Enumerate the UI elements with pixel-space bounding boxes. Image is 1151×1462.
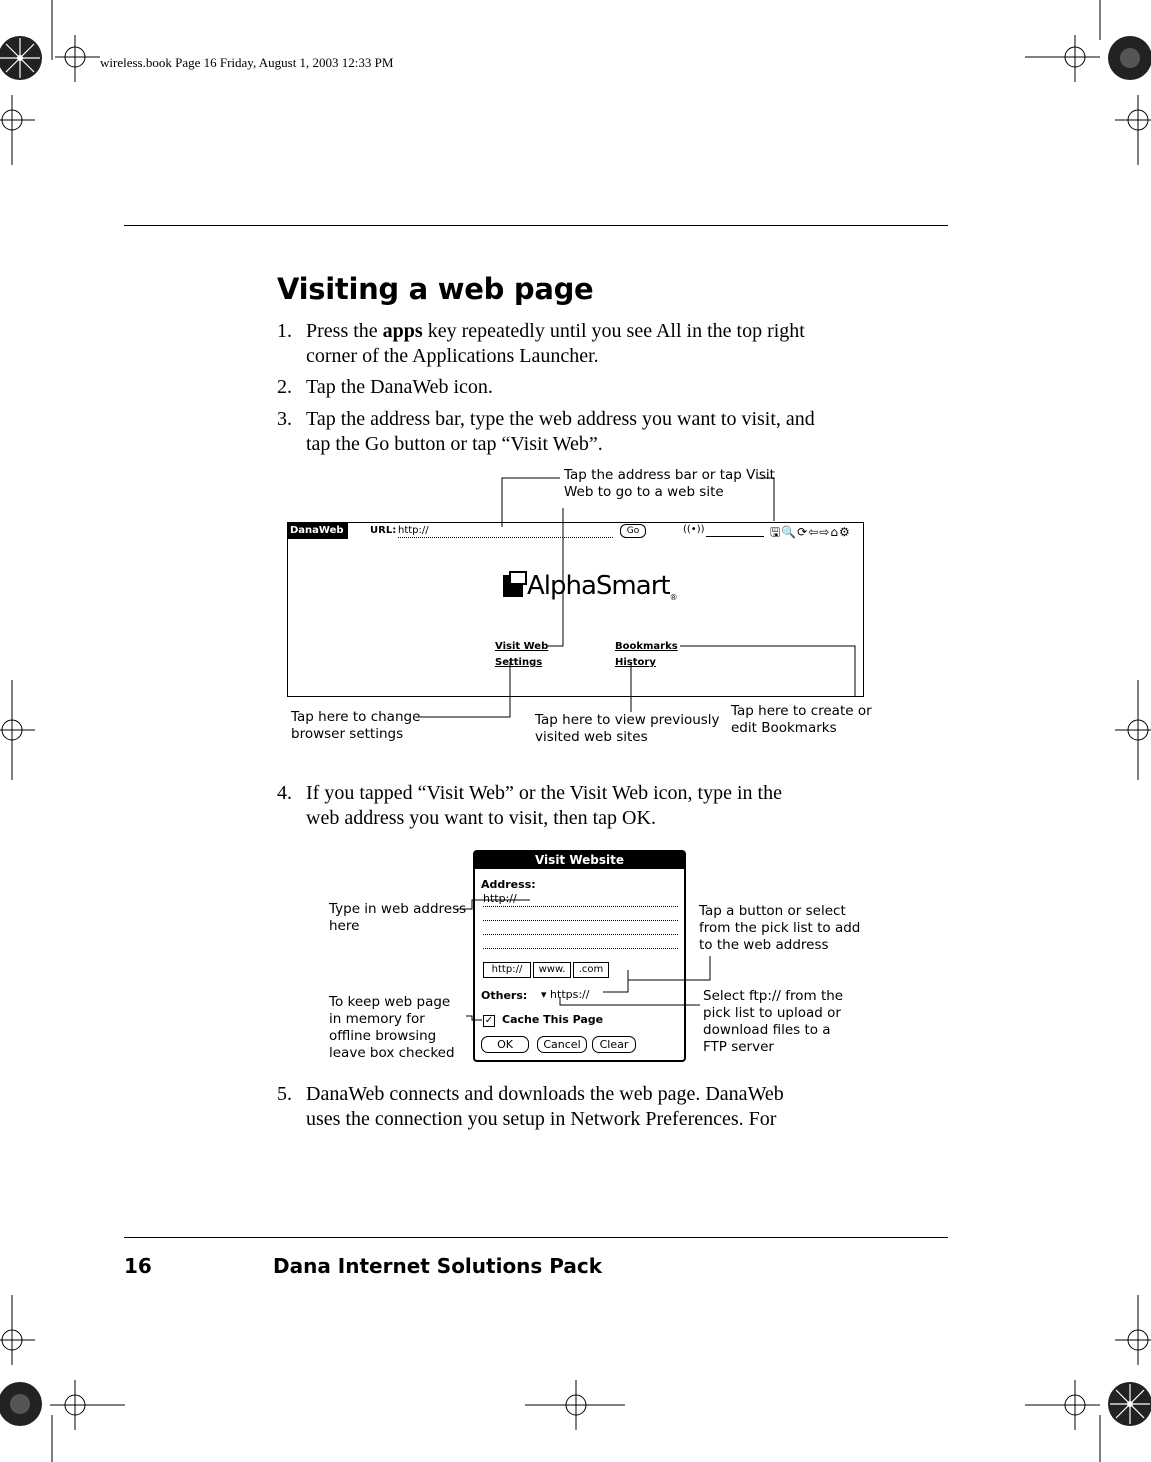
- logo-trademark: ®: [669, 593, 677, 603]
- page-number: 16: [124, 1254, 152, 1278]
- visit-web-link[interactable]: Visit Web: [495, 641, 549, 652]
- key-name: apps: [382, 320, 423, 342]
- others-label: Others:: [481, 989, 528, 1002]
- www-button[interactable]: www.: [533, 962, 571, 978]
- print-stamp: wireless.book Page 16 Friday, August 1, 2003 12:33 PM: [100, 55, 394, 70]
- callout-line: offline browsing: [329, 1028, 437, 1044]
- step-continuation: web address you want to visit, then tap OK.: [306, 807, 656, 829]
- settings-link[interactable]: Settings: [495, 657, 543, 668]
- app-title: DanaWeb: [288, 523, 348, 539]
- dialog-title: Visit Website: [475, 852, 684, 869]
- callout-line: pick list to upload or: [703, 1005, 841, 1021]
- step-text: Press the: [306, 320, 383, 342]
- callout-line: Select ftp:// from the: [703, 988, 844, 1004]
- callout-line: Tap a button or select: [699, 903, 846, 919]
- callout-line: edit Bookmarks: [731, 720, 837, 736]
- step-text: Tap the address bar, type the web address you want to visit, and: [306, 408, 815, 430]
- step-number: 4.: [277, 782, 292, 804]
- bookmarks-link[interactable]: Bookmarks: [615, 641, 678, 652]
- com-button[interactable]: .com: [573, 962, 609, 978]
- address-input[interactable]: http://: [483, 892, 517, 905]
- address-bar[interactable]: http://: [398, 525, 613, 538]
- history-link[interactable]: History: [615, 657, 656, 668]
- callout-line: download files to a: [703, 1022, 831, 1038]
- callout-line: FTP server: [703, 1039, 774, 1055]
- step-text: key repeatedly until you see All in the top right: [422, 320, 805, 342]
- callout-line: visited web sites: [535, 729, 648, 745]
- url-label: URL:: [370, 525, 397, 536]
- callout-line: browser settings: [291, 726, 404, 742]
- section-title: Visiting a web page: [277, 272, 594, 306]
- step-number: 3.: [277, 408, 292, 430]
- address-label: Address:: [481, 878, 536, 891]
- callout-line: Tap here to change: [291, 709, 421, 725]
- callout-line: Type in web address: [329, 901, 467, 917]
- step-text: If you tapped “Visit Web” or the Visit Web icon, type in the: [306, 782, 782, 804]
- callout-line: Tap here to view previously: [535, 712, 720, 728]
- step-text: Tap the DanaWeb icon.: [306, 376, 493, 398]
- step-text: DanaWeb connects and downloads the web page. DanaWeb: [306, 1083, 784, 1105]
- go-button[interactable]: Go: [620, 524, 646, 538]
- callout-line: to the web address: [699, 937, 829, 953]
- clear-button[interactable]: Clear: [592, 1036, 636, 1053]
- callout-line: from the pick list to add: [699, 920, 861, 936]
- step-continuation: uses the connection you setup in Network Preferences. For: [306, 1108, 777, 1130]
- step-number: 1.: [277, 320, 292, 342]
- cache-label: Cache This Page: [502, 1013, 604, 1026]
- others-value: https://: [550, 988, 590, 1001]
- signal-icon: ((•)): [683, 524, 705, 535]
- callout-line: Tap here to create or: [731, 703, 872, 719]
- step-number: 5.: [277, 1083, 292, 1105]
- callout-line: in memory for: [329, 1011, 425, 1027]
- callout-line: here: [329, 918, 360, 934]
- callout-line: leave box checked: [329, 1045, 455, 1061]
- step-5: [277, 1082, 897, 1132]
- callout-line: Web to go to a web site: [564, 484, 724, 500]
- callout-line: Tap the address bar or tap Visit: [564, 467, 775, 483]
- cache-checkbox[interactable]: ✓: [484, 1015, 494, 1026]
- http-button[interactable]: http://: [483, 962, 531, 978]
- ok-button[interactable]: OK: [481, 1036, 529, 1053]
- step-continuation: tap the Go button or tap “Visit Web”.: [306, 433, 603, 455]
- logo-text: AlphaSmart: [527, 571, 670, 601]
- step-number: 2.: [277, 376, 292, 398]
- footer-rule: [124, 1237, 948, 1238]
- callout-line: To keep web page: [329, 994, 451, 1010]
- cancel-button[interactable]: Cancel: [537, 1036, 587, 1053]
- book-title: Dana Internet Solutions Pack: [273, 1254, 603, 1278]
- dropdown-arrow-icon: ▾: [541, 988, 551, 1001]
- toolbar-icons[interactable]: 🖫🔍⟳⇦⇨⌂⚙: [770, 525, 851, 539]
- step-continuation: corner of the Applications Launcher.: [306, 345, 599, 367]
